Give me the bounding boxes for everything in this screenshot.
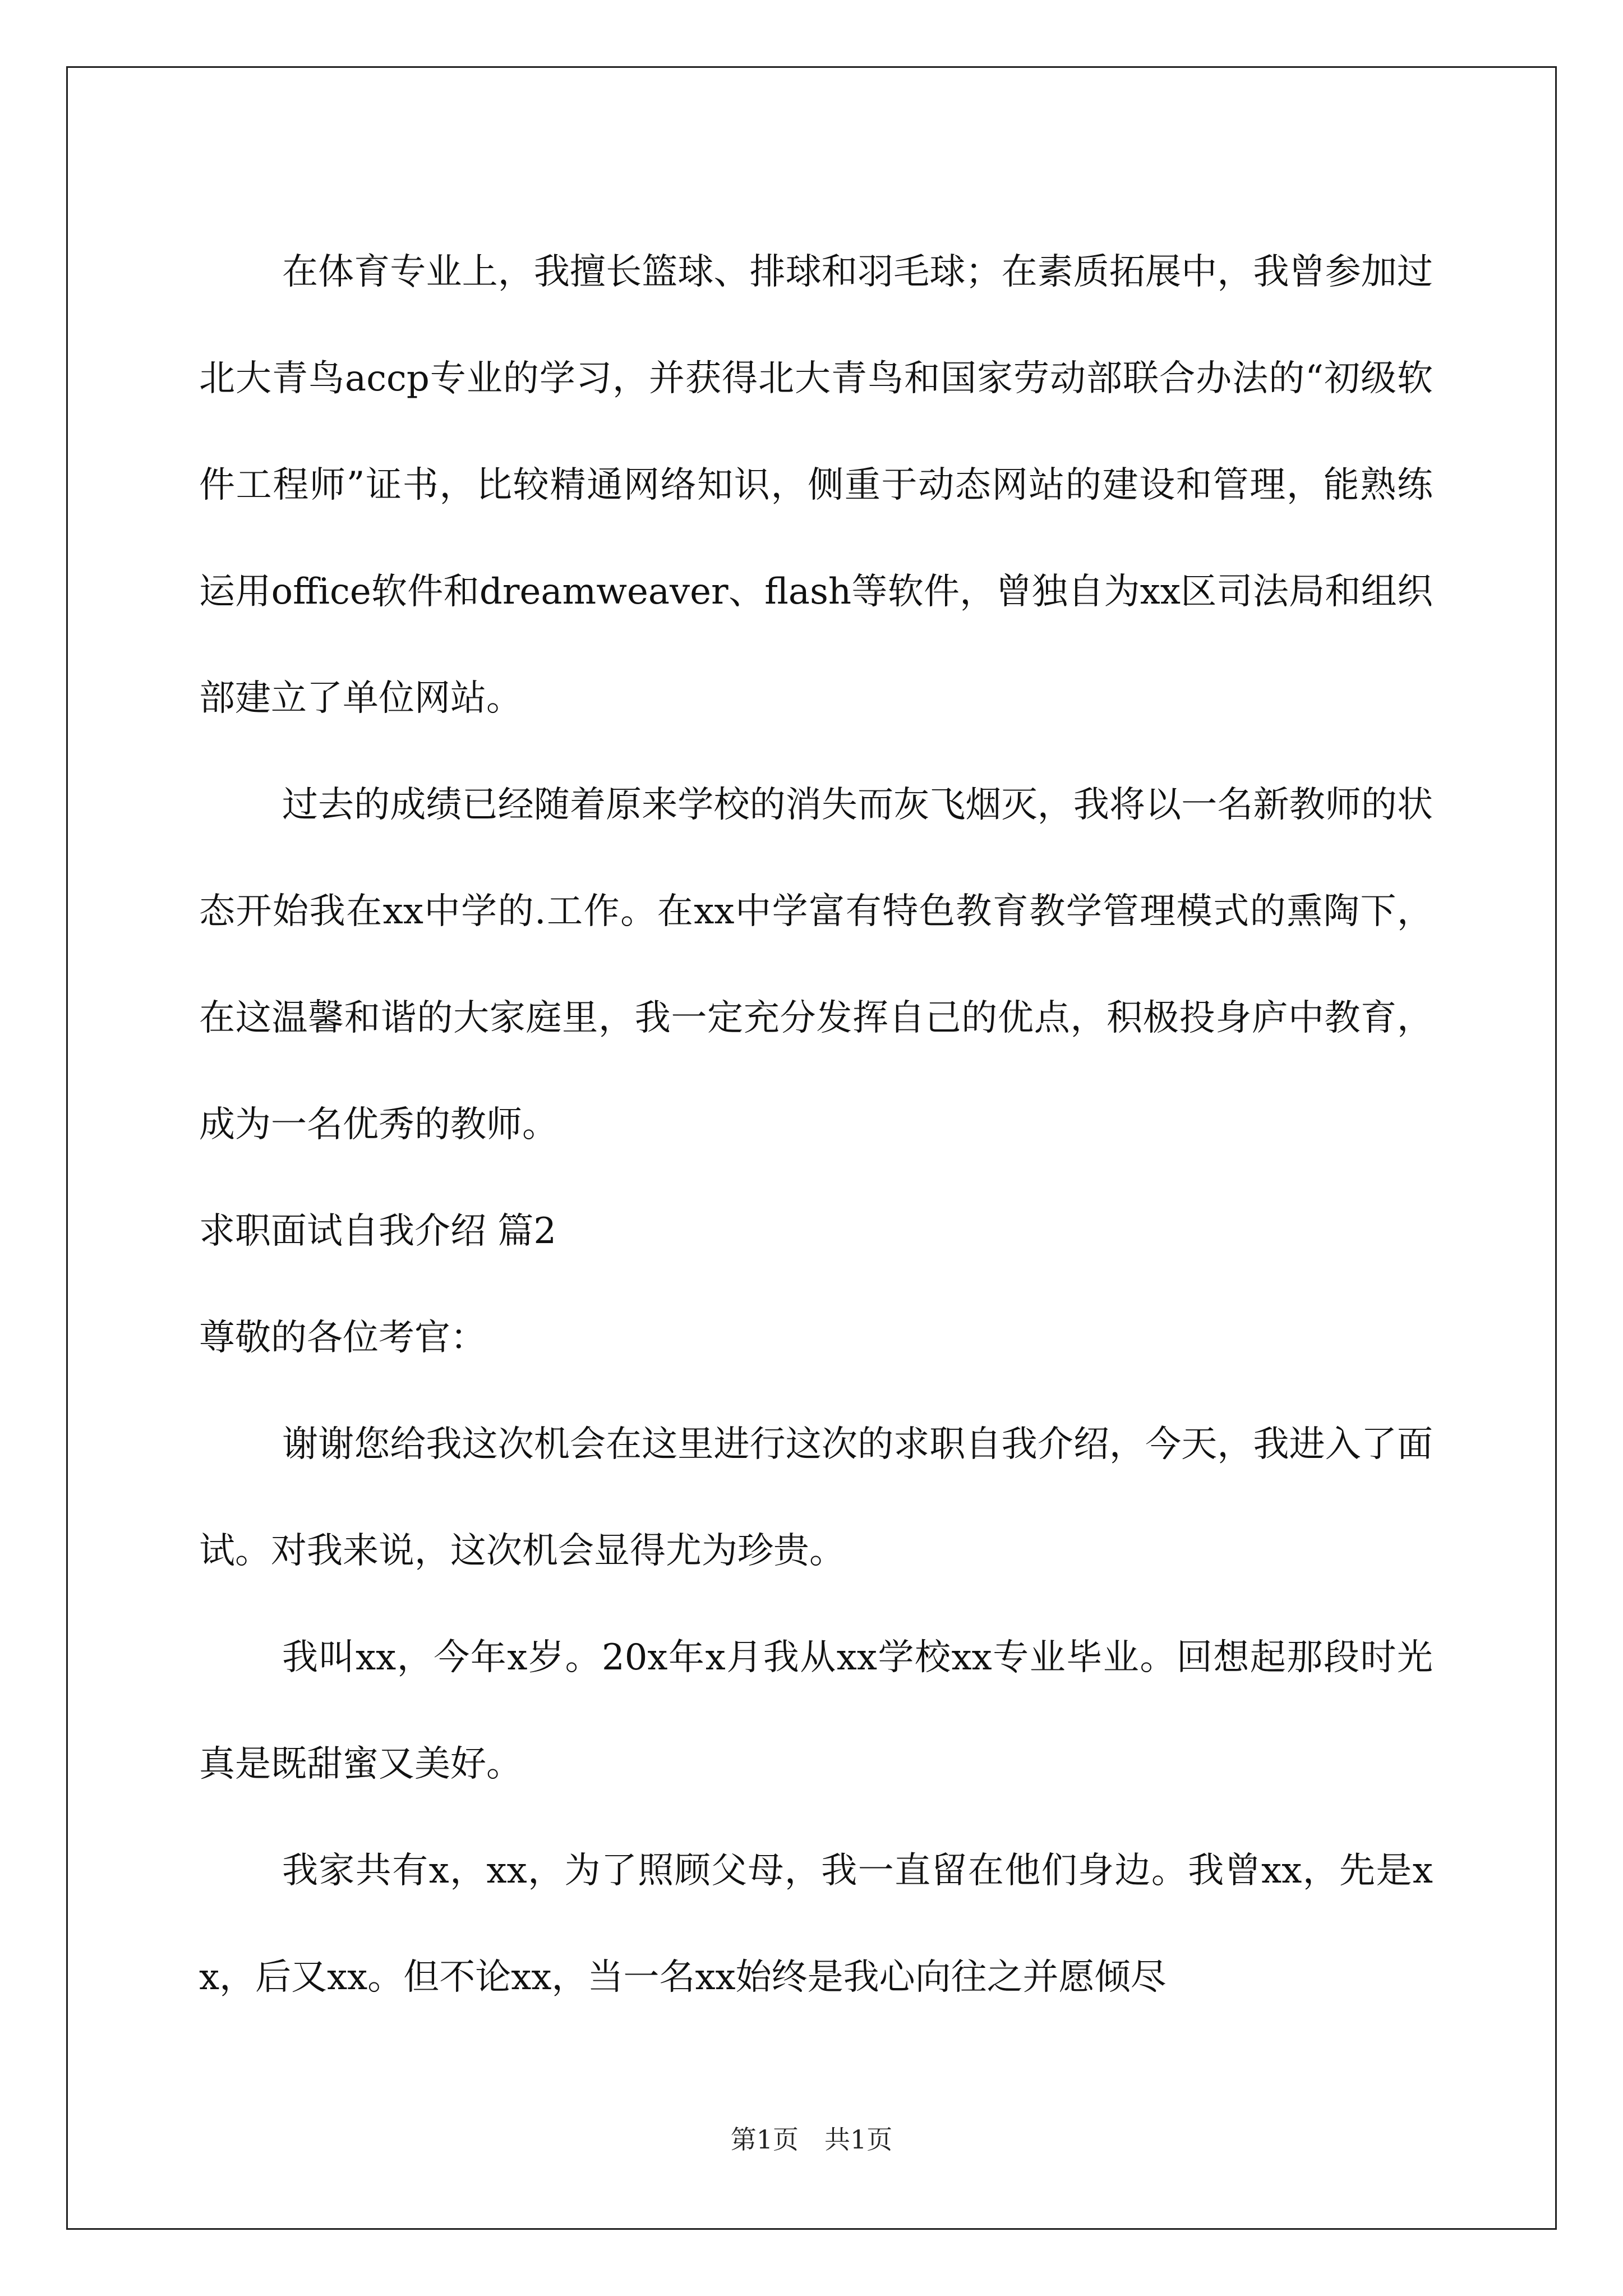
page-total: 共1页 — [824, 2124, 893, 2155]
paragraph: 我叫xx，今年x岁。20x年x月我从xx学校xx专业毕业。回想起那段时光真是既甜蜜又美好。 — [199, 1637, 1433, 1785]
page-number: 第1页 — [730, 2124, 799, 2155]
page-footer — [0, 2119, 1623, 2156]
paragraph: 过去的成绩已经随着原来学校的消失而灰飞烟灭，我将以一名新教师的状态开始我在xx中学的.工作。在xx中学富有特色教育教学管理模式的熏陶下，在这温馨和谐的大家庭里，我一定充分发挥自己的优点，积极投身庐中教育，成为一名优秀的教师。 — [199, 784, 1433, 1145]
salutation: 尊敬的各位考官： — [199, 1317, 486, 1359]
paragraph: 在体育专业上，我擅长篮球、排球和羽毛球；在素质拓展中，我曾参加过北大青鸟accp专业的学习，并获得北大青鸟和国家劳动部联合办法的“初级软件工程师”证书，比较精通网络知识，侧重于动态网站的建设和管理，能熟练运用office软件和dreamweaver、flash等软件，曾独自为xx区司法局和组织部建立了单位网站。 — [199, 251, 1433, 719]
section-heading: 求职面试自我介绍 篇2 — [199, 1211, 557, 1252]
paragraph: 我家共有x，xx，为了照顾父母，我一直留在他们身边。我曾xx，先是xx，后又xx。但不论xx，当一名xx始终是我心向往之并愿倾尽 — [199, 1850, 1433, 1998]
document-body — [199, 219, 1433, 2031]
paragraph: 谢谢您给我这次机会在这里进行这次的求职自我介绍，今天，我进入了面试。对我来说，这次机会显得尤为珍贵。 — [199, 1424, 1433, 1572]
